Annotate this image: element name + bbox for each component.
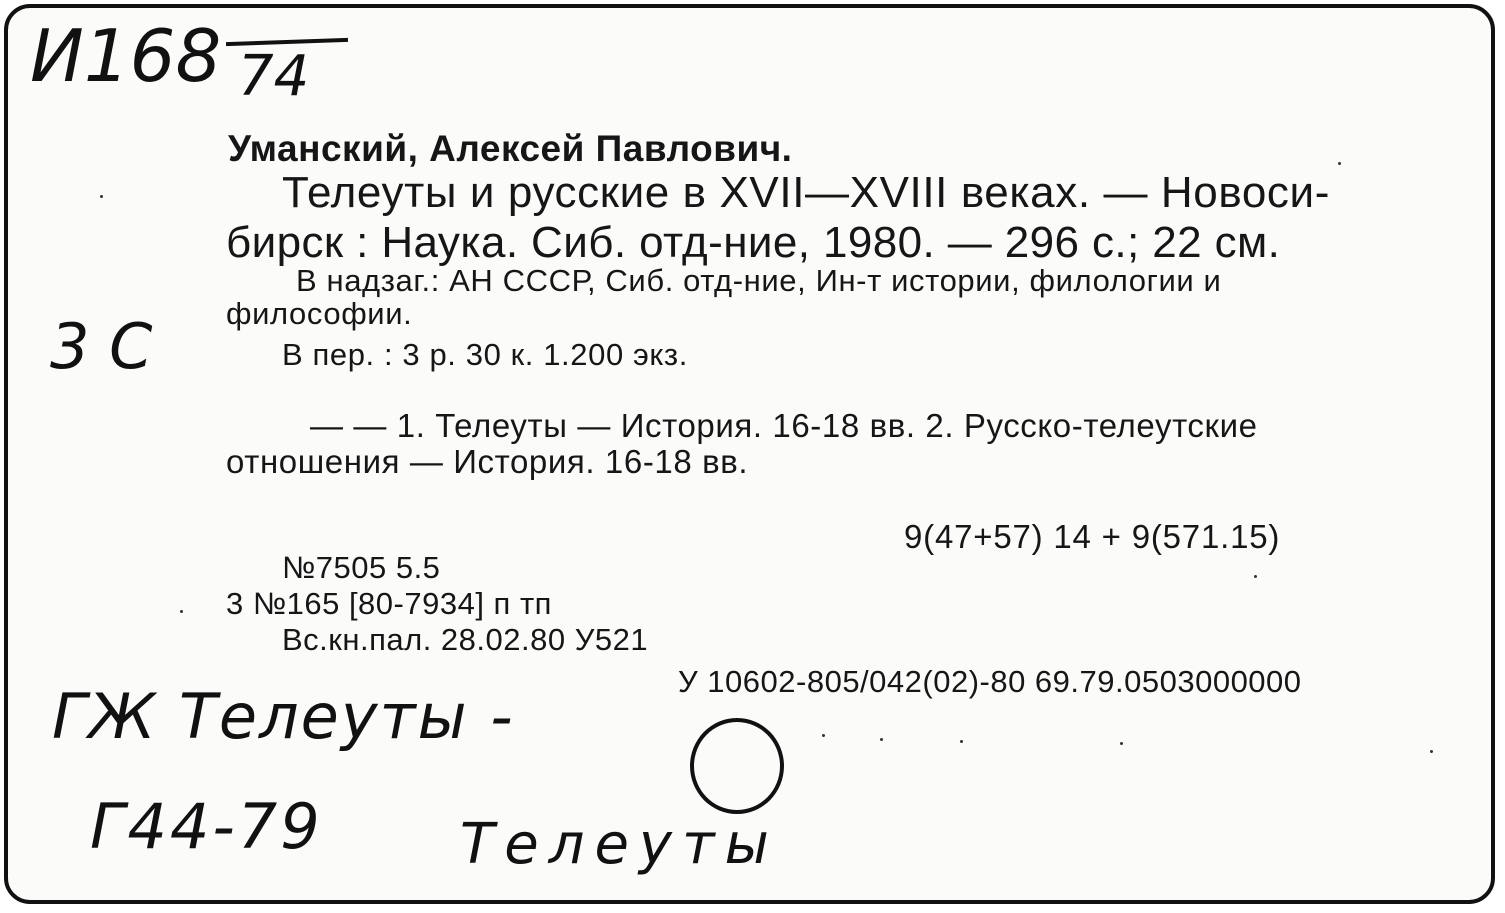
- scan-speck: [1430, 750, 1433, 753]
- title-line-2: бирск : Наука. Сиб. отд-ние, 1980. — 296 с.; 22 см.: [226, 218, 1281, 267]
- number-line-2: 3 №165 [80-7934] п тп: [226, 586, 552, 621]
- handwritten-subject-note-2: Телеуты: [460, 812, 779, 877]
- handwritten-subject-note: ГЖ Телеуты -: [52, 680, 515, 753]
- scan-speck: [822, 734, 825, 737]
- scan-speck: [180, 610, 183, 613]
- number-line-3: Вс.кн.пал. 28.02.80 У521: [282, 622, 649, 657]
- handwritten-ref-code: Г44-79: [90, 790, 323, 863]
- scan-speck: [1120, 742, 1123, 745]
- handwritten-call-number: И168: [30, 14, 222, 98]
- author-heading: Уманский, Алексей Павлович.: [228, 128, 793, 169]
- scan-speck: [880, 738, 883, 741]
- price-line: В пер. : 3 р. 30 к. 1.200 экз.: [282, 337, 688, 372]
- handwritten-call-number-sub: 74: [238, 44, 310, 109]
- number-line-4: У 10602-805/042(02)-80 69.79.0503000000: [678, 664, 1302, 699]
- scan-speck: [1254, 575, 1257, 578]
- subjects-line-2: отношения — История. 16-18 вв.: [226, 443, 749, 480]
- note-line-2: философии.: [226, 296, 413, 331]
- subjects-line-1: — — 1. Телеуты — История. 16-18 вв. 2. Русско-телеутские: [310, 407, 1258, 444]
- note-line-1: В надзаг.: АН СССР, Сиб. отд-ние, Ин-т истории, филологии и: [296, 263, 1222, 298]
- classification-index: 9(47+57) 14 + 9(571.15): [904, 518, 1281, 555]
- scan-speck: [960, 740, 963, 743]
- scan-speck: [100, 195, 103, 198]
- number-line-1: №7505 5.5: [282, 550, 441, 585]
- card-punch-hole: [690, 718, 784, 814]
- scan-speck: [1338, 162, 1341, 165]
- title-line-1: Телеуты и русские в XVII—XVIII веках. — Новоси-: [282, 168, 1330, 217]
- handwritten-shelf-mark: 3 С: [50, 310, 153, 383]
